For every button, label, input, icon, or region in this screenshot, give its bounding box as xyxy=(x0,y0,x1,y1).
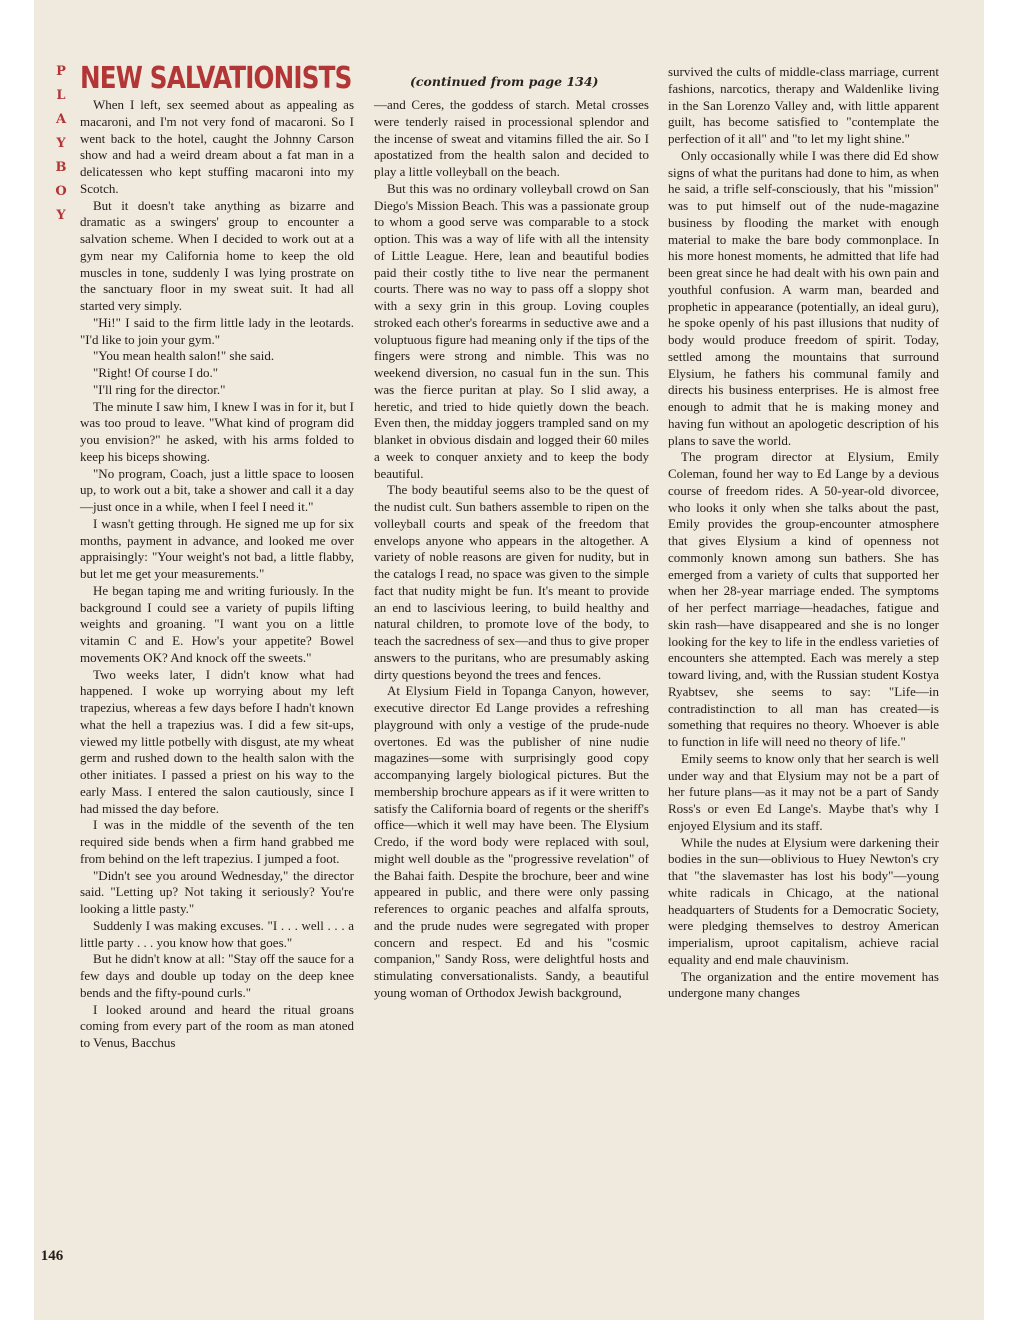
paragraph: I wasn't getting through. He signed me up for six months, payment in advance, and looked me over appraisingly: "Your weight's not bad, a little flabby, but let me get your measurements." xyxy=(80,515,354,581)
paragraph: Two weeks later, I didn't know what had happened. I woke up worrying about my left trapezius, whereas a few days before I hadn't known what the hell a trapezius was. I did a few sit-ups, viewed my little potbelly with disgust, ate my wheat germ and rushed down to the health salon with the other initiates. I passed a priest on his way to the early Mass. I entered the salon cautiously, since I had missed the day before. xyxy=(80,666,354,816)
magazine-letter: B xyxy=(55,160,67,175)
text-column-3 xyxy=(668,64,939,1002)
paragraph: The body beautiful seems also to be the quest of the nudist cult. Sun bathers assemble to ripen on the volleyball courts and speak of the freedom that envelops anyone who appears in the altogether. A variety of noble reasons are given for nudity, but in the catalogs I read, no space was given to the simple fact that nudity might be fun. It's meant to provide an end to lascivious leering, to build healthy and natural children, to promote love of the body, to teach the sacredness of sex—and thus to give proper answers to the puritans, who are presumably asking dirty questions beyond the trees and fences. xyxy=(374,482,649,682)
paragraph: The program director at Elysium, Emily Coleman, found her way to Ed Lange by a devious course of freedom rides. A 50-year-old divorcee, who looks it only when she talks about the past, Emily provides the group-encounter atmosphere that gives Elysium a kind of openness not commonly known among sun bathers. She has emerged from a variety of cults that supported her when her 28-year marriage ended. The symptoms of her perfect marriage—headaches, fatigue and skin rash—have disappeared and she is no longer looking for the key to life in the endless varieties of encounters she attempted. Each was merely a step toward living, and, with the Russian student Kostya Ryabtsev, she seems to say: "Life—in contradistinction to all man has created—is something that requires no theory. Whoever is able to function in life will need no theory of life." xyxy=(668,449,939,749)
continued-note: (continued from page 134) xyxy=(410,74,599,89)
paragraph: Emily seems to know only that her search is well under way and that Elysium may not be a part of her future plans—as it may not be a part of Sandy Ross's or even Ed Lange's. Maybe that's why I enjoyed Elysium and its staff. xyxy=(668,750,939,833)
paragraph: He began taping me and writing furiously. In the background I could see a variety of pupils lifting weights and groaning. "I want you on a little vitamin C and E. How's your appetite? Bowel movements OK? And knock off the sweets." xyxy=(80,582,354,665)
paragraph: While the nudes at Elysium were darkening their bodies in the sun—oblivious to Huey Newton's cry that "the slavemaster has lost his body"—young white radicals in Chicago, at the national headquarters of Students for a Democratic Society, were pledging themselves to destroy American imperialism, uproot capitalism, achieve racial equality and end male chauvinism. xyxy=(668,834,939,967)
magazine-letter: A xyxy=(55,112,67,127)
magazine-letter: Y xyxy=(56,136,66,151)
magazine-letter: L xyxy=(56,88,66,103)
paragraph: "I'll ring for the director." xyxy=(93,381,226,397)
paragraph: "You mean health salon!" she said. xyxy=(93,348,275,364)
paragraph: "Hi!" I said to the firm little lady in the leotards. "I'd like to join your gym." xyxy=(80,314,354,347)
magazine-letter: Y xyxy=(56,208,66,223)
magazine-letter: O xyxy=(55,184,67,199)
article-header xyxy=(80,62,680,102)
paragraph: Only occasionally while I was there did Ed show signs of what the puritans had done to him, as when he said, a trifle self-consciously, that his "mission" was to put himself out of the nude-magazine business by flooding the market with enough material to make the bare body commonplace. In his more honest moments, he admitted that life had been great since he had dealt with his own pain and youthful confusion. A warm man, bearded and prophetic in appearance (potentially, an ideal guru), he spoke openly of his past illusions that nudity of body would produce freedom of spirit. Today, settled among the mountains that surround Elysium, he fathers his communal family and directs his business enterprises. He is almost free enough to admit that he is making money and having fun without an apologetic description of his plans to save the world. xyxy=(668,147,939,448)
paragraph: I looked around and heard the ritual groans coming from every part of the room as man atoned to Venus, Bacchus xyxy=(80,1001,354,1050)
text-column-1 xyxy=(80,97,354,1052)
paragraph: survived the cults of middle-class marriage, current fashions, narcotics, therapy and Waldenlike living in the San Lorenzo Valley and, with little apparent guilt, has become satisfied to "contemplate the perfection of it all" and "to let my light shine." xyxy=(668,64,939,146)
magazine-name-vertical xyxy=(48,60,74,228)
magazine-letter: P xyxy=(56,64,66,79)
magazine-page xyxy=(34,0,984,1320)
article-title: NEW SALVATIONISTS xyxy=(80,61,352,96)
page-number: 146 xyxy=(40,1248,64,1264)
paragraph: —and Ceres, the goddess of starch. Metal crosses were tenderly raised in processional splendor and the incense of sweat and vitamins filled the air. So I apostatized from the health salon and decided to play a little volleyball on the beach. xyxy=(374,97,649,179)
paragraph: The minute I saw him, I knew I was in for it, but I was too proud to leave. "What kind of program did you envision?" he asked, with his arms folded to keep his biceps showing. xyxy=(80,398,354,464)
paragraph: Suddenly I was making excuses. "I . . . well . . . a little party . . . you know how that goes." xyxy=(80,917,354,950)
paragraph: At Elysium Field in Topanga Canyon, however, executive director Ed Lange provides a refreshing playground with only a vestige of the prude-nude overtones. Ed was the publisher of nine nudie magazines—some with surprisingly good copy accompanying largely biological pictures. But the membership brochure appears as if it were written to satisfy the California board of regents or the sheriff's office—which it well may have been. The Elysium Credo, if the word body were replaced with soul, might well double as the "progressive revelation" of the Bahai faith. Despite the brochure, beer and wine appeared in public, and there were only passing references to organic peaches and alfalfa sprouts, and the prude nudes were segregated with proper concern and respect. Ed and his "cosmic companion," Sandy Ross, were delightful hosts and stimulating conversationalists. Sandy, a beautiful young woman of Orthodox Jewish background, xyxy=(374,683,649,1000)
paragraph: "No program, Coach, just a little space to loosen up, to work out a bit, take a shower and call it a day—just once in a while, when I feel I need it." xyxy=(80,465,354,514)
paragraph: I was in the middle of the seventh of the ten required side bends when a firm hand grabbed me from behind on the left trapezius. I jumped a foot. xyxy=(80,817,354,866)
paragraph: But it doesn't take anything as bizarre and dramatic as a swingers' group to encounter a salvation scheme. When I decided to work out at a gym near my California home to keep the old muscles in tone, suddenly I was lying prostrate on the sanctuary floor in my sweat suit. It had all started very simply. xyxy=(80,197,354,313)
paragraph: But this was no ordinary volleyball crowd on San Diego's Mission Beach. This was a passionate group to whom a good serve was comparable to a stock option. This was a way of life with all the intensity of Little League. Here, lean and beautiful bodies paid their costly tithe to live near the permanent courts. There was no way to pass off a sloppy shot with a sexy grin in this group. Loving couples stroked each other's forearms in seductive awe and a voluptuous figure had meaning only if the tips of the fingers were strong and nimble. This was no weekend diversion, no casual fun in the sun. This was the fierce puritan at play. So I slid away, a heretic, and tried to hide quietly down the beach. Even then, the midday joggers trampled sand on my blanket in obvious disdain and logged their 60 miles a week to conquer anxiety and to keep the body beautiful. xyxy=(374,180,649,481)
paragraph: "Right! Of course I do." xyxy=(93,365,219,380)
paragraph: But he didn't know at all: "Stay off the sauce for a few days and double up today on the deep knee bends and the fifty-pound curls." xyxy=(80,951,354,1000)
text-column-2 xyxy=(374,97,649,1002)
paragraph: "Didn't see you around Wednesday," the director said. "Letting up? Not taking it seriously? You're looking a little pasty." xyxy=(80,867,354,916)
paragraph: The organization and the entire movement has undergone many changes xyxy=(668,968,939,1001)
paragraph: When I left, sex seemed about as appealing as macaroni, and I'm not very fond of macaroni. So I went back to the hotel, caught the Johnny Carson show and had a weird dream about a fat man in a delicatessen who kept stuffing macaroni into my Scotch. xyxy=(80,97,354,196)
